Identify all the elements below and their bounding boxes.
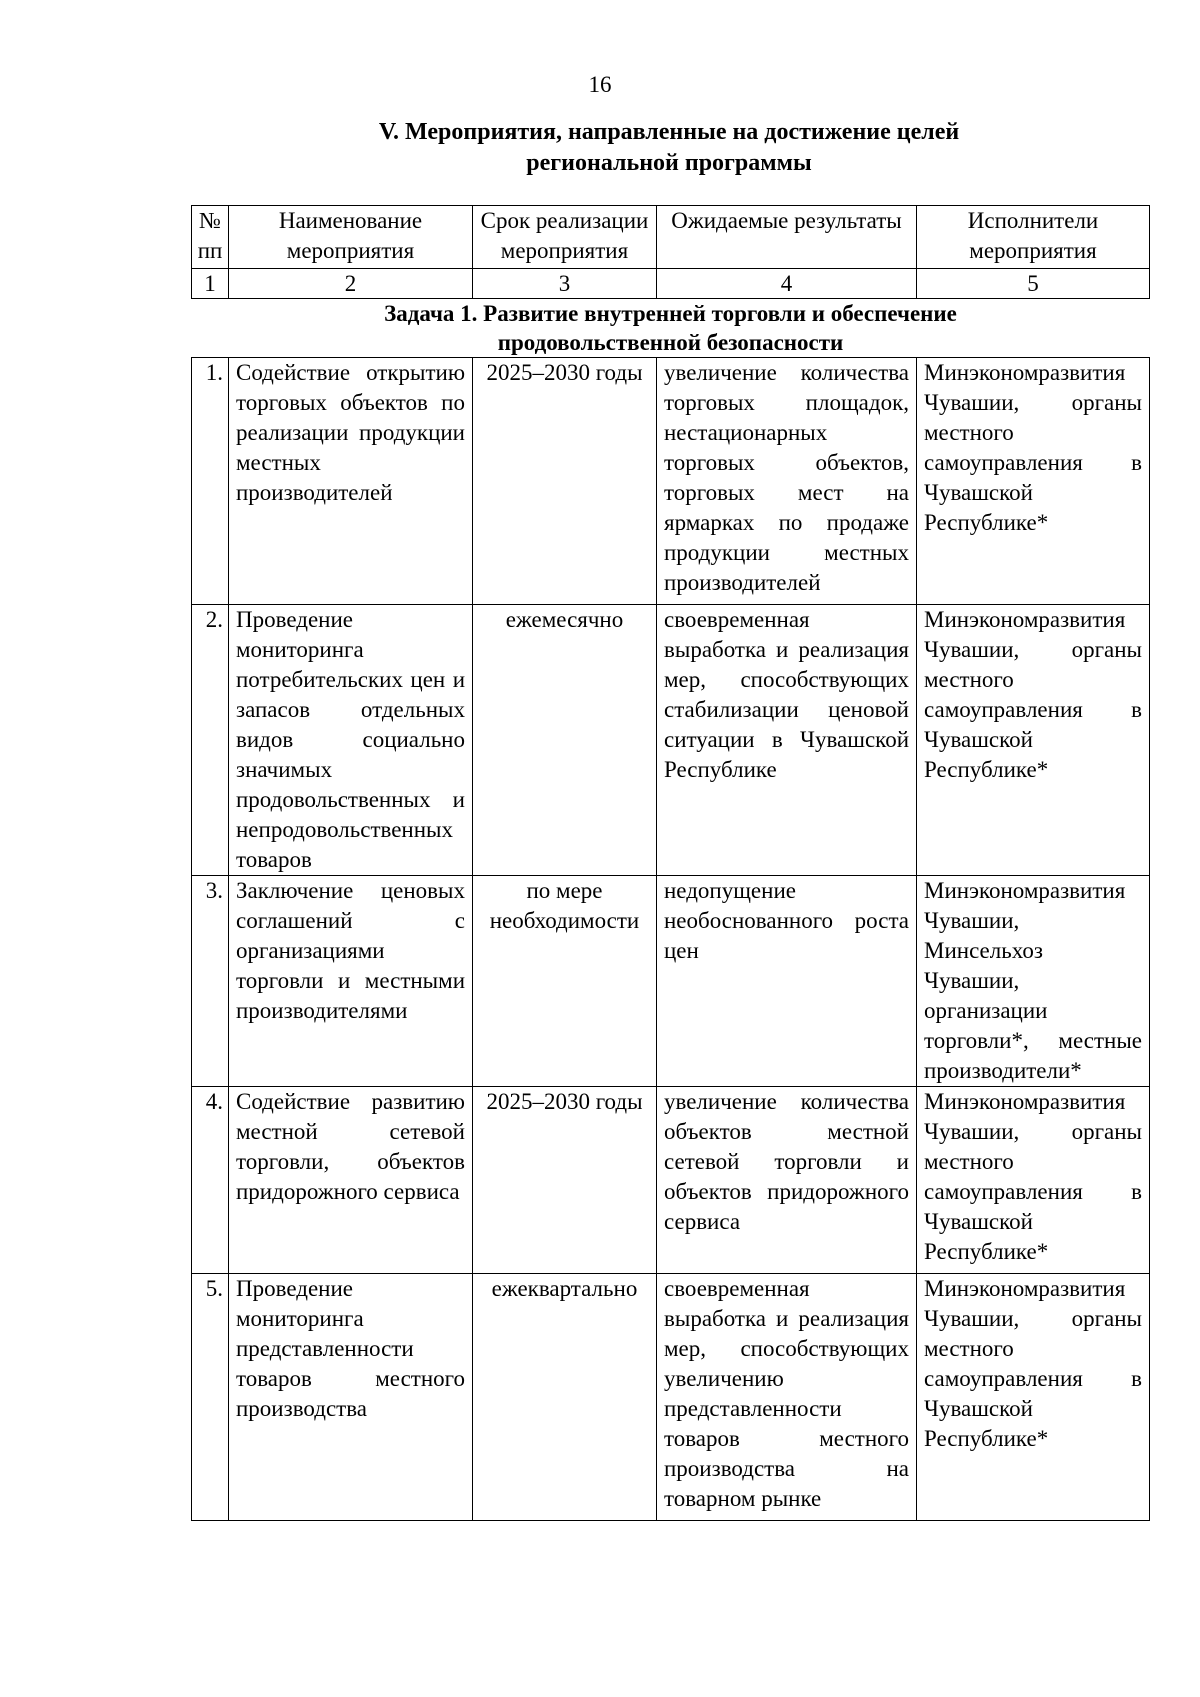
table-row [192, 605, 1150, 876]
row-term: по мере необходимости [473, 876, 657, 1087]
row-results: увеличение количества объектов местной сетевой торговли и объектов придорожного сервиса [657, 1087, 917, 1274]
row-results: увеличение количества торговых площадок, нестационарных торговых объектов, торговых мест на ярмарках по продаже продукции местных производителей [657, 358, 917, 605]
row-number: 4. [192, 1087, 229, 1274]
task-heading-row [192, 299, 1150, 358]
row-executors: Минэкономразвития Чувашии, органы местного самоуправления в Чувашской Республике* [917, 605, 1150, 876]
task-heading-line-2: продовольственной безопасности [497, 330, 844, 355]
section-title-line-2: региональной программы [526, 150, 812, 176]
header-name: Наименование мероприятия [229, 206, 473, 269]
column-number: 2 [229, 269, 473, 299]
column-number: 1 [192, 269, 229, 299]
header-results: Ожидаемые результаты [657, 206, 917, 269]
table-header-row [192, 206, 1150, 269]
table-row [192, 876, 1150, 1087]
column-number: 4 [657, 269, 917, 299]
row-number: 3. [192, 876, 229, 1087]
page-number: 16 [588, 72, 612, 97]
row-name: Содействие развитию местной сетевой торговли, объектов придорожного сервиса [229, 1087, 473, 1274]
task-heading [192, 299, 1150, 358]
row-executors: Минэкономразвития Чувашии, органы местного самоуправления в Чувашской Республике* [917, 1087, 1150, 1274]
row-executors: Минэкономразвития Чувашии, Минсельхоз Чувашии, организации торговли*, местные производители* [917, 876, 1150, 1087]
row-results: своевременная выработка и реализация мер, способствующих увеличению представленности товаров местного производства на товарном рынке [657, 1274, 917, 1521]
row-results: своевременная выработка и реализация мер, способствующих стабилизации ценовой ситуации в Чувашской Республике [657, 605, 917, 876]
section-title-line-1: V. Мероприятия, направленные на достижение целей [378, 119, 960, 145]
row-name: Проведение мониторинга представленности товаров местного производства [229, 1274, 473, 1521]
row-name: Заключение ценовых соглашений с организациями торговли и местными производителями [229, 876, 473, 1087]
header-executors: Исполнители мероприятия [917, 206, 1150, 269]
column-number: 3 [473, 269, 657, 299]
row-results: недопущение необоснованного роста цен [657, 876, 917, 1087]
section-title [190, 117, 1148, 179]
row-name: Проведение мониторинга потребительских цен и запасов отдельных видов социально значимых продовольственных и непродовольственных товаров [229, 605, 473, 876]
row-term: ежемесячно [473, 605, 657, 876]
column-number: 5 [917, 269, 1150, 299]
table-row [192, 358, 1150, 605]
row-number: 2. [192, 605, 229, 876]
row-term: 2025–2030 годы [473, 358, 657, 605]
table-row [192, 1087, 1150, 1274]
header-term: Срок реализации мероприятия [473, 206, 657, 269]
row-number: 1. [192, 358, 229, 605]
row-executors: Минэкономразвития Чувашии, органы местного самоуправления в Чувашской Республике* [917, 1274, 1150, 1521]
row-name: Содействие открытию торговых объектов по реализации продукции местных производителей [229, 358, 473, 605]
row-term: 2025–2030 годы [473, 1087, 657, 1274]
row-number: 5. [192, 1274, 229, 1521]
task-heading-line-1: Задача 1. Развитие внутренней торговли и обеспечение [384, 301, 957, 326]
activities-table [191, 205, 1150, 1521]
row-term: ежеквартально [473, 1274, 657, 1521]
row-executors: Минэкономразвития Чувашии, органы местного самоуправления в Чувашской Республике* [917, 358, 1150, 605]
table-row [192, 1274, 1150, 1521]
header-no: № пп [192, 206, 229, 269]
column-numbering-row [192, 269, 1150, 299]
